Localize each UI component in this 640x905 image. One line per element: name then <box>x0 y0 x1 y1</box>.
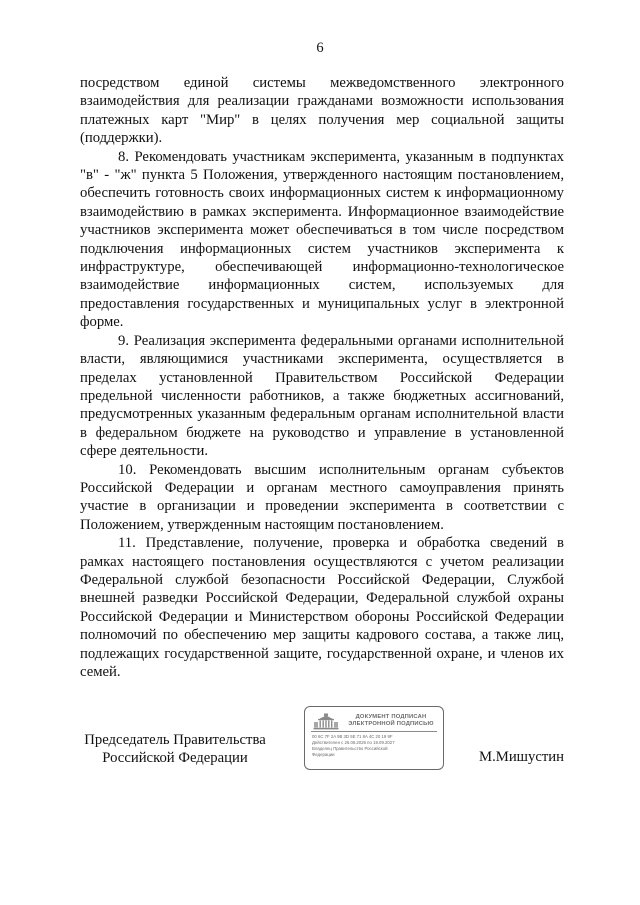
signer-title <box>80 731 270 768</box>
electronic-signature-stamp <box>304 706 444 770</box>
signature-block <box>0 706 640 776</box>
stamp-validity: Действителен с 26.06.2026 по 19.09.2027 <box>312 740 395 745</box>
stamp-title-line2: ЭЛЕКТРОННОЙ ПОДПИСЬЮ <box>348 721 434 727</box>
government-building-icon <box>313 713 339 731</box>
stamp-owner-line1: Владелец Правительство Российской <box>312 746 388 751</box>
stamp-divider <box>311 731 437 732</box>
page-number: 6 <box>316 40 324 56</box>
signer-title-line2: Российской Федерации <box>102 750 248 767</box>
stamp-owner-line2: Федерации <box>312 752 335 757</box>
stamp-title <box>343 714 439 728</box>
paragraph-10: 10. Рекомендовать высшим исполнительным органам субъектов Российской Федерации и органам местного самоуправления принять участие в организации и проведении эксперимента в соответствии с Положением, утвержденным настоящим постановлением. <box>80 461 564 533</box>
paragraph-11: 11. Представление, получение, проверка и обработка сведений в рамках настоящего постановления осуществляются с учетом реализации Федеральной службой безопасности Российской Федерации, Службой внешней разведки Российской Федерации, Федеральной службой охраны Российской Федерации и Министерством обороны Российской Федерации полномочий по обеспечению мер защиты кадрового состава, а также лиц, подлежащих государственной защите, государственной охране, и членов их семей. <box>80 535 564 680</box>
stamp-title-line1: ДОКУМЕНТ ПОДПИСАН <box>355 714 427 720</box>
stamp-certificate: 00 6C 7F 2A 9B 3D 5E 71 8A 4C 20 19 9F <box>312 734 393 739</box>
stamp-info <box>312 734 440 758</box>
paragraph-9: 9. Реализация эксперимента федеральными органами исполнительной власти, являющимися участниками эксперимента, осуществляется в пределах установленной Правительством Российской Федерации предельной численности работников, а также бюджетных ассигнований, предусмотренных указанным федеральным органам исполнительной власти в федеральном бюджете на руководство и управление в установленной сфере деятельности. <box>80 332 564 460</box>
signer-title-line1: Председатель Правительства <box>84 732 266 748</box>
paragraph-8: 8. Рекомендовать участникам эксперимента, указанным в подпунктах "в" - "ж" пункта 5 Положения, утвержденного настоящим постановлением, обеспечить готовность своих информационных систем к информационному взаимодействию в рамках эксперимента. Информационное взаимодействие участников эксперимента может обеспечиваться в том числе посредством подключения информационных систем участников эксперимента к инфраструктуре, обеспечивающей информационно-технологическое взаимодействие информационных систем, используемых для предоставления государственных и муниципальных услуг в электронной форме. <box>80 148 564 331</box>
signer-name: М.Мишустин <box>479 749 564 765</box>
paragraph-continuation: посредством единой системы межведомственного электронного взаимодействия для реализации гражданами возможности использования платежных карт "Мир" в целях получения мер социальной защиты (поддержки). <box>80 75 564 147</box>
document-body <box>80 74 564 681</box>
